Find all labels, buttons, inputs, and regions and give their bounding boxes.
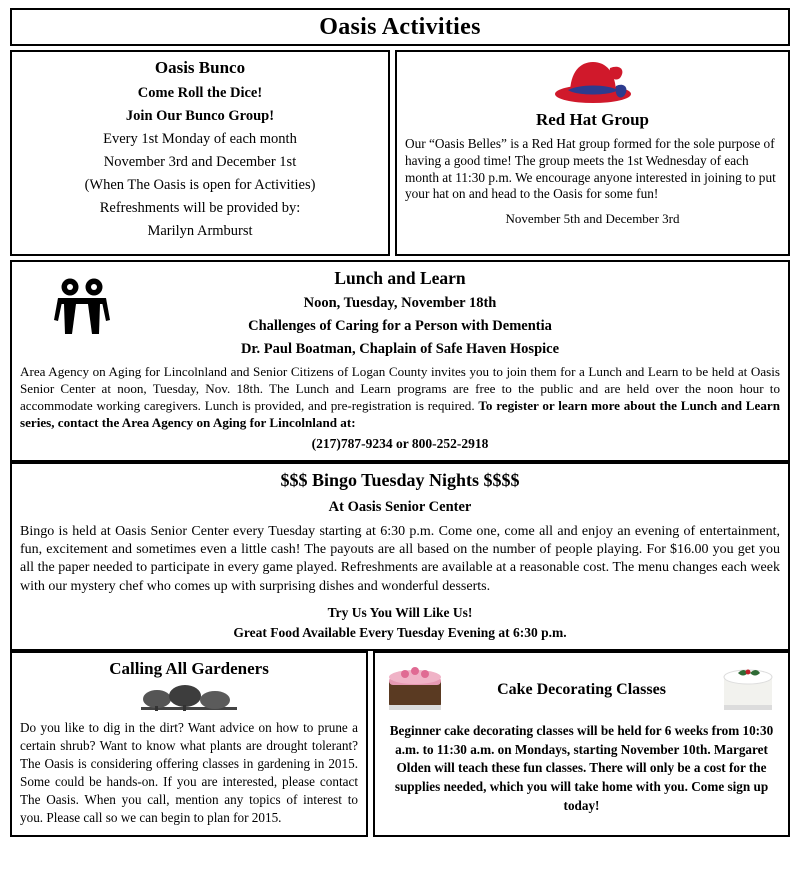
cake-header-row [383,659,780,722]
lunch-when: Noon, Tuesday, November 18th [303,295,497,311]
gardeners-title: Calling All Gardeners [109,658,269,678]
bingo-title: $$$ Bingo Tuesday Nights $$$$ [280,470,520,491]
lunch-phone: (217)787-9234 or 800-252-2918 [311,436,489,452]
red-hat-icon [405,56,780,108]
hedge-clipart-icon [20,681,358,715]
page-title: Oasis Activities [319,13,481,40]
lunch-body-text: Area Agency on Aging for Lincolnland and Senior Citizens of Logan County invites you to join them for a Lunch and Learn to be held at Oasis Senior Center at noon, Tuesday, Nov. 18th. The Lunch and Learn programs are free to the public and are held over the noon hour to accommodate working caregivers. Lunch is provided, and pre-registration is required. [20,364,780,414]
bunco-title: Oasis Bunco [154,58,246,77]
lunch-body [20,363,780,431]
row-garden-cake [10,651,790,837]
cake-title: Cake Decorating Classes [497,680,666,698]
bunco-line-7: Marilyn Armburst [147,223,253,239]
cake-body: Beginner cake decorating classes will be held for 6 weeks from 10:30 a.m. to 11:30 a.m. on Mondays, starting November 10th. Margaret Olden will teach these fun classes. There will only be a cost for the supplies needed, which you will take home with you. Come sign up today! [389,722,774,813]
red-hat-title: Red Hat Group [535,110,650,129]
red-hat-body: Our “Oasis Belles” is a Red Hat group formed for the sole purpose of having a good time! The group meets the 1st Wednesday of each month at 11:30 p.m. We encourage anyone interested in joining to put your hat on and head to the Oasis for some fun! [405,136,776,202]
row-bunco-redhat [10,50,790,256]
bunco-line-5: (When The Oasis is open for Activities) [84,177,316,193]
lunch-topic: Challenges of Caring for a Person with Dementia [248,318,552,334]
gardeners-section [10,651,368,837]
bunco-line-6: Refreshments will be provided by: [99,200,301,216]
red-hat-section [395,50,790,256]
page-title-box [10,8,790,46]
white-holly-cake-icon [716,659,780,722]
bingo-tagline-1: Try Us You Will Like Us! [327,604,473,620]
two-people-icon [52,276,114,338]
lunch-title: Lunch and Learn [334,268,466,288]
bunco-line-2: Join Our Bunco Group! [125,108,275,124]
lunch-speaker: Dr. Paul Boatman, Chaplain of Safe Haven Hospice [240,341,560,357]
lunch-and-learn-section [10,260,790,462]
bingo-section [10,462,790,651]
lunch-headings [20,268,780,358]
gardeners-body: Do you like to dig in the dirt? Want advice on how to prune a certain shrub? Want to know what plants are drought tolerant? The Oasis is considering offering classes in gardening in 2015. Some could be hands-on. If you are interested, please contact The Oasis. When you call, mention any topics of interest to you. Please call so we can begin to plan for 2015. [20,719,358,825]
bunco-section [10,50,390,256]
bingo-tagline-2: Great Food Available Every Tuesday Evening at 6:30 p.m. [233,624,567,640]
bunco-line-3: Every 1st Monday of each month [103,131,297,147]
bunco-line-1: Come Roll the Dice! [137,85,263,101]
bingo-body: Bingo is held at Oasis Senior Center every Tuesday starting at 6:30 p.m. Come one, come all and enjoy an evening of entertainment, fun, excitement and sometimes even a little cash! The payouts are all based on the number of people playing. For $16.00 you get you all the paper needed to participate in every game played. Refreshments are available at a reasonable cost. The menu changes each week with our mystery chef who comes up with surprising dishes and wonderful desserts. [20,524,780,594]
cake-section [373,651,790,837]
red-hat-dates: November 5th and December 3rd [505,211,680,226]
lunch-body-bold: To register or learn more about the Lunch and Learn series, contact the Area Agency on Aging for Lincolnland at: [20,398,780,431]
bunco-line-4: November 3rd and December 1st [103,154,297,170]
bingo-subtitle: At Oasis Senior Center [328,499,472,516]
cake-title-wrap [447,659,716,703]
pink-flower-cake-icon [383,659,447,722]
